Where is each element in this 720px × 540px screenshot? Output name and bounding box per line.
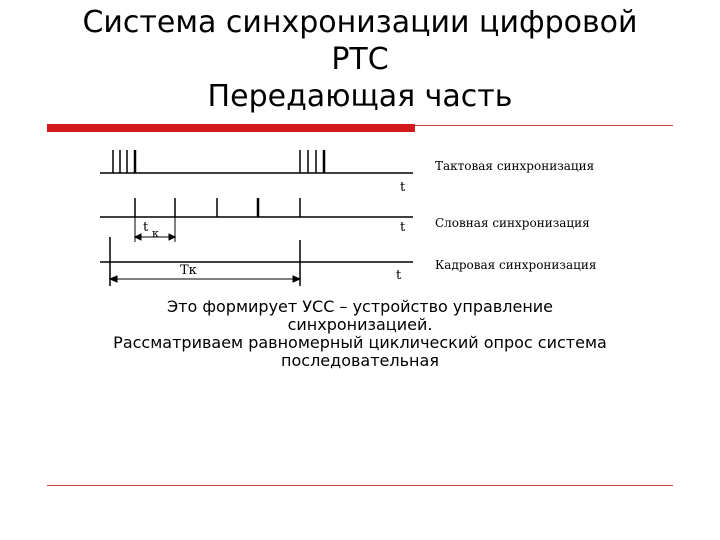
frame-t-label: t: [396, 268, 402, 283]
title-line-3: Передающая часть: [207, 79, 513, 114]
body-line-4: последовательная: [281, 351, 439, 370]
tk-arrow-right: [169, 234, 175, 240]
word-t-label: t: [400, 220, 406, 235]
body-line-2: синхронизацией.: [287, 315, 433, 334]
clock-sync-row: [100, 150, 413, 173]
tk-arrow-left: [135, 234, 141, 240]
body-line-1: Это формирует УСС – устройство управление: [166, 297, 554, 316]
bottom-divider: [47, 485, 673, 486]
top-divider: [415, 125, 673, 126]
word-sync-label: Словная синхронизация: [435, 216, 590, 230]
tk-sub-label: к: [152, 227, 159, 240]
accent-bar: [47, 124, 415, 132]
tk-main-label: t: [143, 220, 149, 235]
tk-frame-interval: [110, 276, 300, 282]
body-line-3: Рассматриваем равномерный циклический опрос система: [113, 333, 607, 352]
clock-sync-label: Тактовая синхронизация: [435, 159, 595, 173]
frame-arrow-right: [293, 276, 300, 282]
title-line-2: РТС: [331, 42, 389, 77]
frame-arrow-left: [110, 276, 117, 282]
frame-sync-label: Кадровая синхронизация: [435, 258, 597, 272]
word-sync-row: [100, 198, 413, 217]
tk-frame-label: Тк: [180, 263, 197, 278]
clock-t-label: t: [400, 180, 406, 195]
slide-title: [0, 4, 720, 115]
slide-body: [60, 298, 660, 370]
title-line-1: Система синхронизации цифровой: [82, 5, 638, 40]
sync-timing-diagram: [80, 136, 620, 296]
